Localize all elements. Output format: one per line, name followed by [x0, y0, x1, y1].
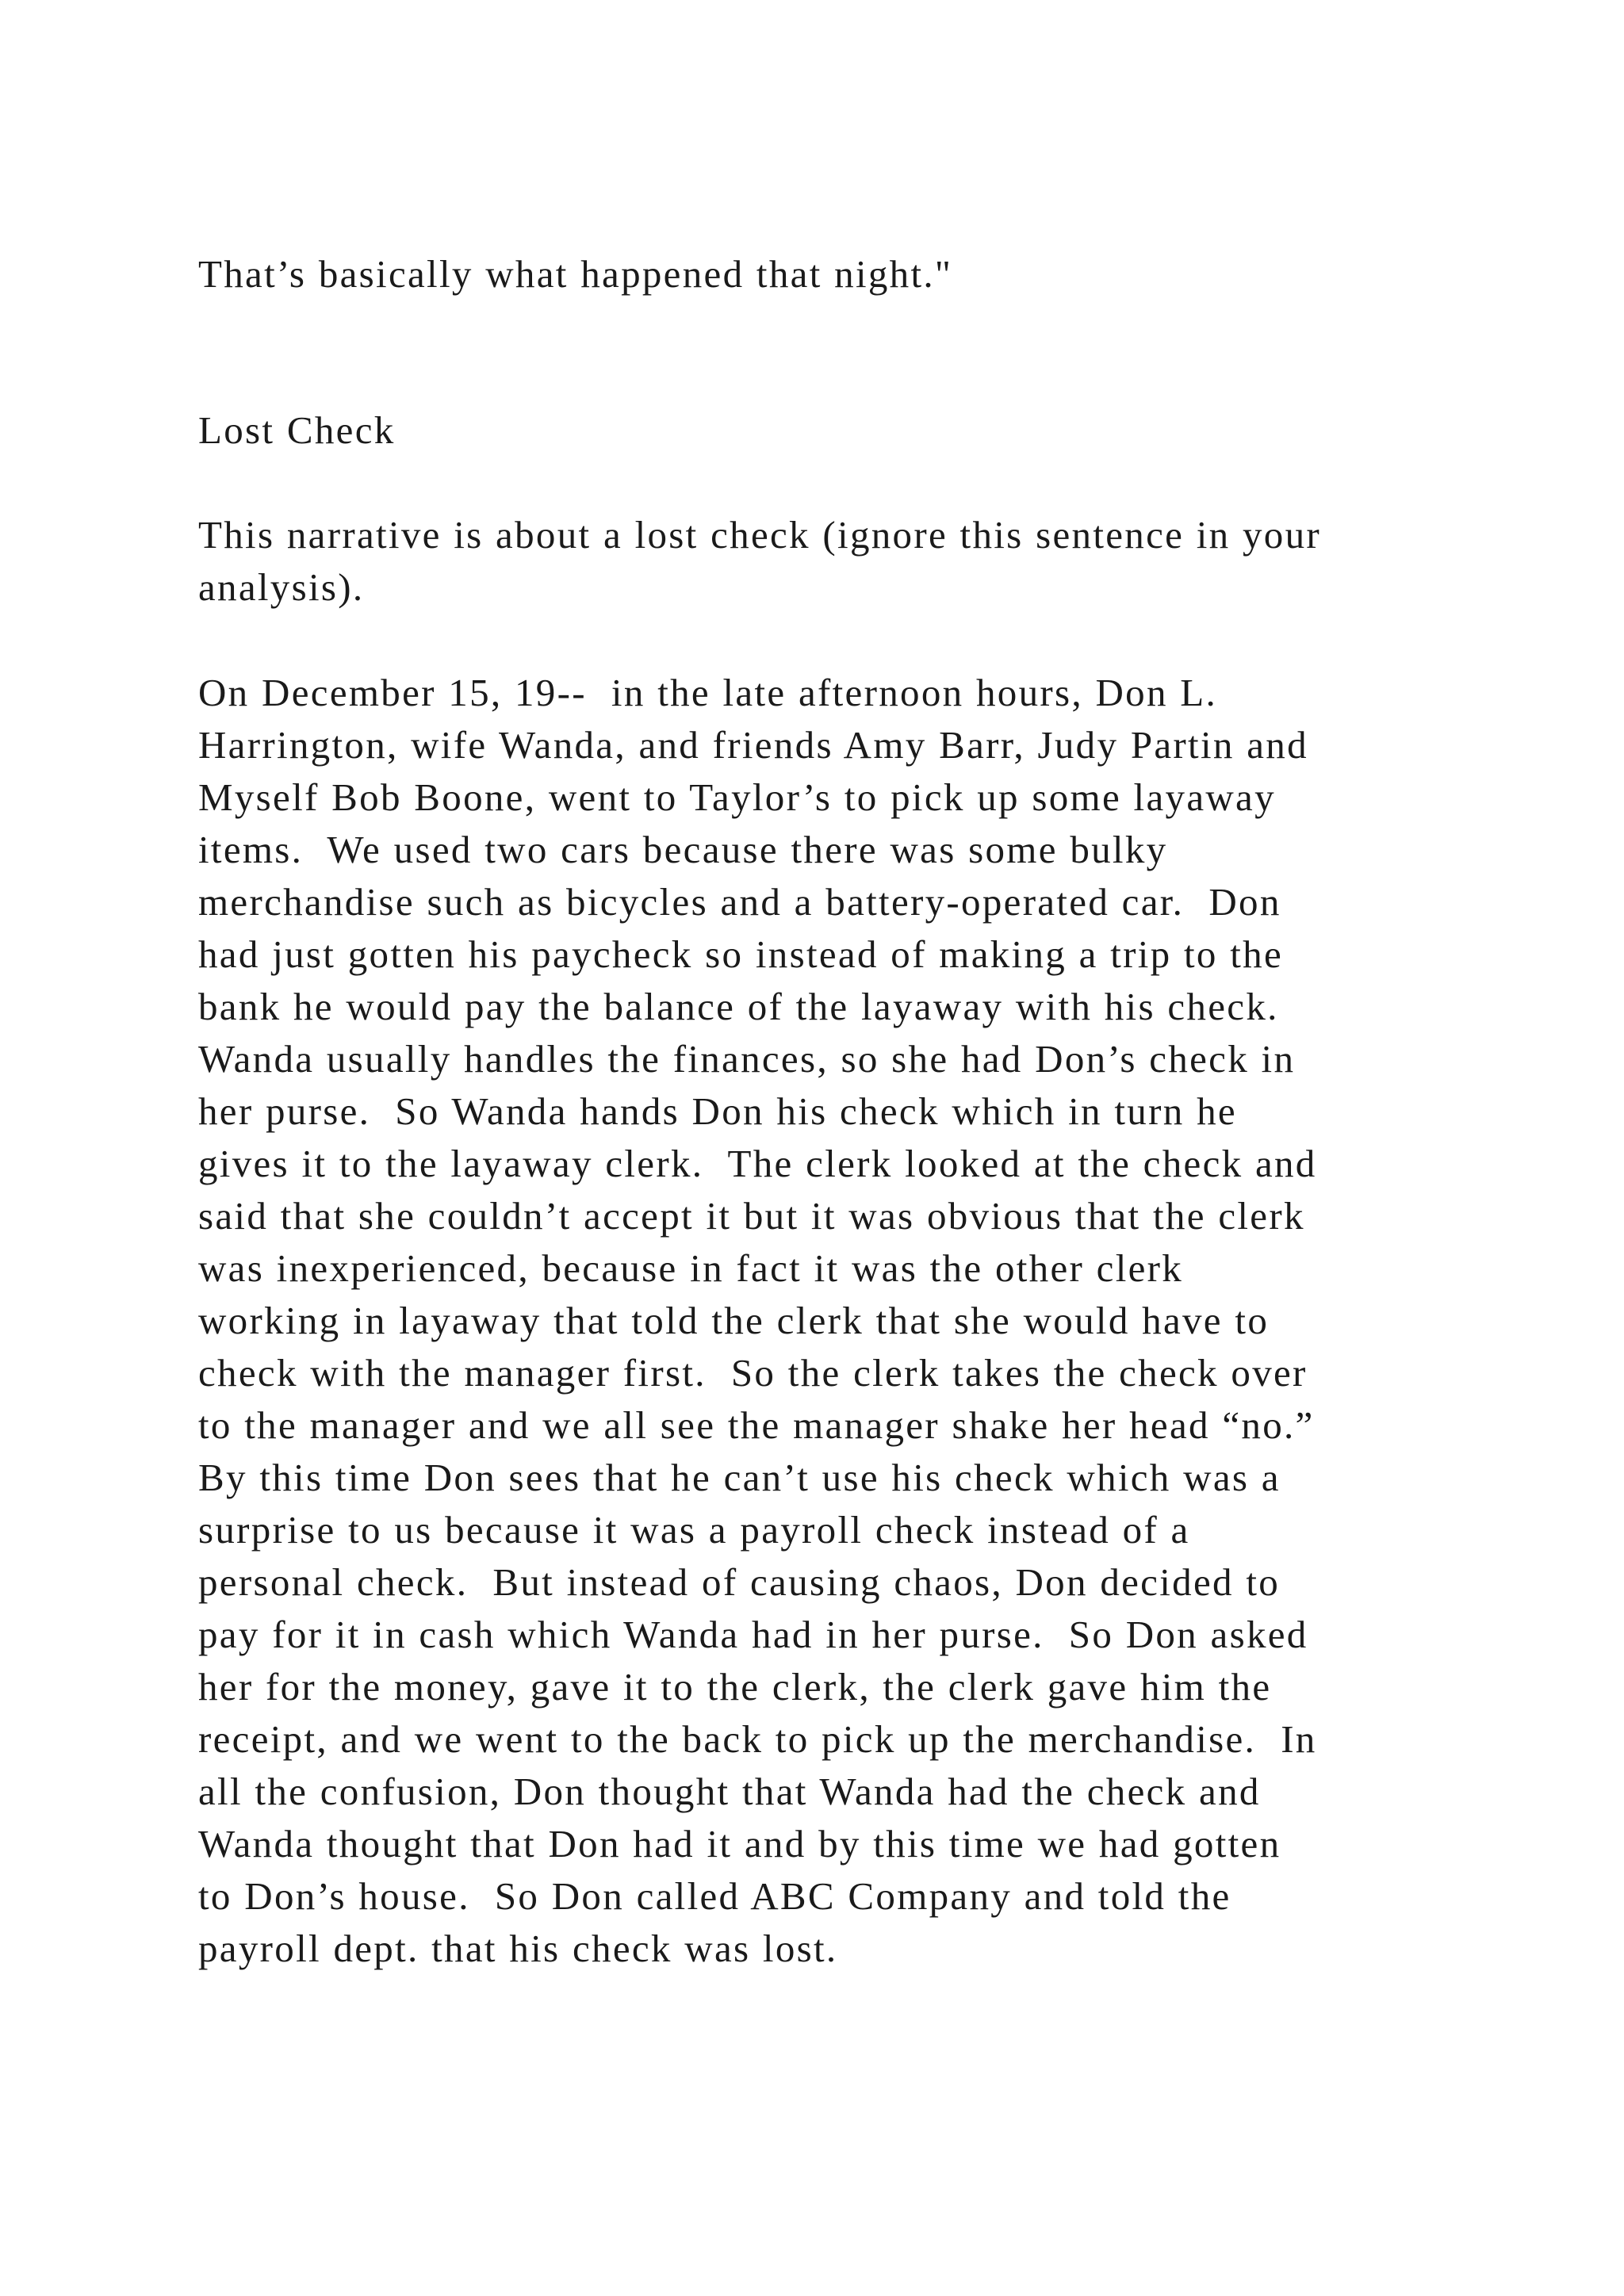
body-line: items. We used two cars because there was some bulky	[198, 828, 1168, 871]
body-line: On December 15, 19-- in the late afternoon hours, Don L.	[198, 671, 1218, 714]
body-line: her for the money, gave it to the clerk, the clerk gave him the	[198, 1665, 1272, 1709]
body-line: receipt, and we went to the back to pick up the merchandise. In	[198, 1717, 1317, 1761]
body-line: surprise to us because it was a payroll check instead of a	[198, 1508, 1190, 1552]
body-line: her purse. So Wanda hands Don his check which in turn he	[198, 1089, 1237, 1133]
body-line: working in layaway that told the clerk that she would have to	[198, 1299, 1270, 1342]
body-line: bank he would pay the balance of the layaway with his check.	[198, 985, 1279, 1028]
body-line: Wanda thought that Don had it and by this time we had gotten	[198, 1822, 1281, 1866]
body-line: By this time Don sees that he can’t use his check which was a	[198, 1456, 1281, 1499]
intro-line: This narrative is about a lost check (ignore this sentence in your	[198, 513, 1322, 557]
body-line: personal check. But instead of causing chaos, Don decided to	[198, 1560, 1281, 1604]
body-line: Harrington, wife Wanda, and friends Amy Barr, Judy Partin and	[198, 723, 1308, 767]
body-line: was inexperienced, because in fact it was the other clerk	[198, 1246, 1184, 1290]
body-line: to Don’s house. So Don called ABC Company and told the	[198, 1874, 1231, 1918]
body-line: merchandise such as bicycles and a battery-operated car. Don	[198, 880, 1281, 924]
section-title: Lost Check	[198, 408, 396, 452]
body-line: had just gotten his paycheck so instead of making a trip to the	[198, 932, 1284, 976]
body-line: check with the manager first. So the clerk takes the check over	[198, 1351, 1308, 1395]
closing-line: That’s basically what happened that night."	[198, 252, 953, 296]
intro-line: analysis).	[198, 565, 365, 609]
body-line: said that she couldn’t accept it but it was obvious that the clerk	[198, 1194, 1305, 1238]
body-line: payroll dept. that his check was lost.	[198, 1927, 838, 1970]
body-line: pay for it in cash which Wanda had in her purse. So Don asked	[198, 1613, 1308, 1656]
body-line: gives it to the layaway clerk. The clerk looked at the check and	[198, 1142, 1317, 1185]
body-line: Wanda usually handles the finances, so she had Don’s check in	[198, 1037, 1296, 1081]
body-line: all the confusion, Don thought that Wanda had the check and	[198, 1770, 1261, 1813]
body-line: Myself Bob Boone, went to Taylor’s to pick up some layaway	[198, 775, 1276, 819]
body-line: to the manager and we all see the manager shake her head “no.”	[198, 1403, 1315, 1447]
